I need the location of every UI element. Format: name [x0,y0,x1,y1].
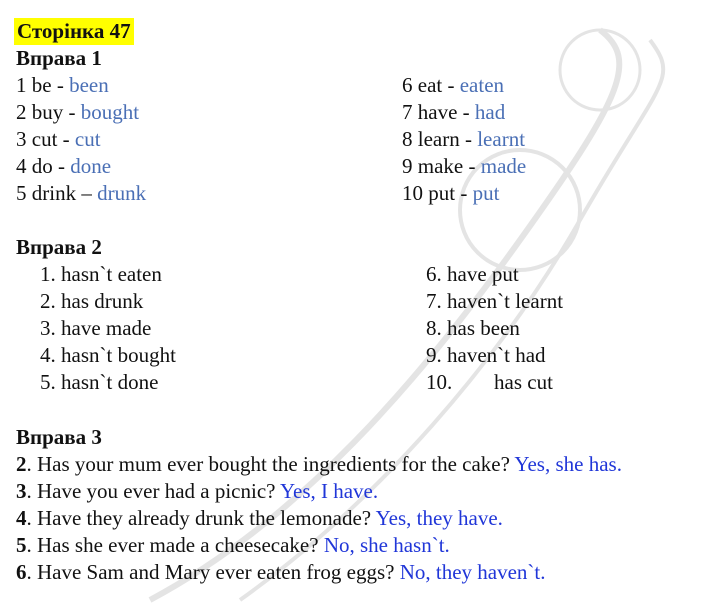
ex2-item-3: 3. have made [40,316,152,340]
ex1-item-10: 10 put - put [402,181,500,205]
exercise-3-heading: Вправа 3 [16,425,102,449]
exercise-2-heading: Вправа 2 [16,235,102,259]
ex1-item-5: 5 drink – drunk [16,181,147,205]
ex2-item-5: 5. hasn`t done [40,370,159,394]
ex1-item-4: 4 do - done [16,154,112,178]
ex3-item-3: 3. Have you ever had a picnic? Yes, I have. [16,479,379,503]
ex1-item-9: 9 make - made [402,154,527,178]
ex2-item-6: 6. have put [426,262,519,286]
ex1-item-8: 8 learn - learnt [402,127,526,151]
ex2-item-4: 4. hasn`t bought [40,343,176,367]
ex2-item-2: 2. has drunk [40,289,144,313]
page-title: Сторінка 47 [14,18,134,45]
ex2-item-9: 9. haven`t had [426,343,546,367]
ex2-item-7: 7. haven`t learnt [426,289,564,313]
ex2-item-10: 10. has cut [426,370,553,394]
ex2-item-8: 8. has been [426,316,520,340]
ex1-item-3: 3 cut - cut [16,127,101,151]
ex2-item-1: 1. hasn`t eaten [40,262,162,286]
ex3-item-4: 4. Have they already drunk the lemonade? Yes, they have. [16,506,503,530]
exercise-1-heading: Вправа 1 [16,46,102,70]
ex1-item-7: 7 have - had [402,100,506,124]
ex1-item-2: 2 buy - bought [16,100,140,124]
ex1-item-6: 6 eat - eaten [402,73,505,97]
ex1-item-1: 1 be - been [16,73,109,97]
ex3-item-5: 5. Has she ever made a cheesecake? No, she hasn`t. [16,533,450,557]
ex3-item-2: 2. Has your mum ever bought the ingredients for the cake? Yes, she has. [16,452,622,476]
ex3-item-6: 6. Have Sam and Mary ever eaten frog eggs? No, they haven`t. [16,560,546,584]
